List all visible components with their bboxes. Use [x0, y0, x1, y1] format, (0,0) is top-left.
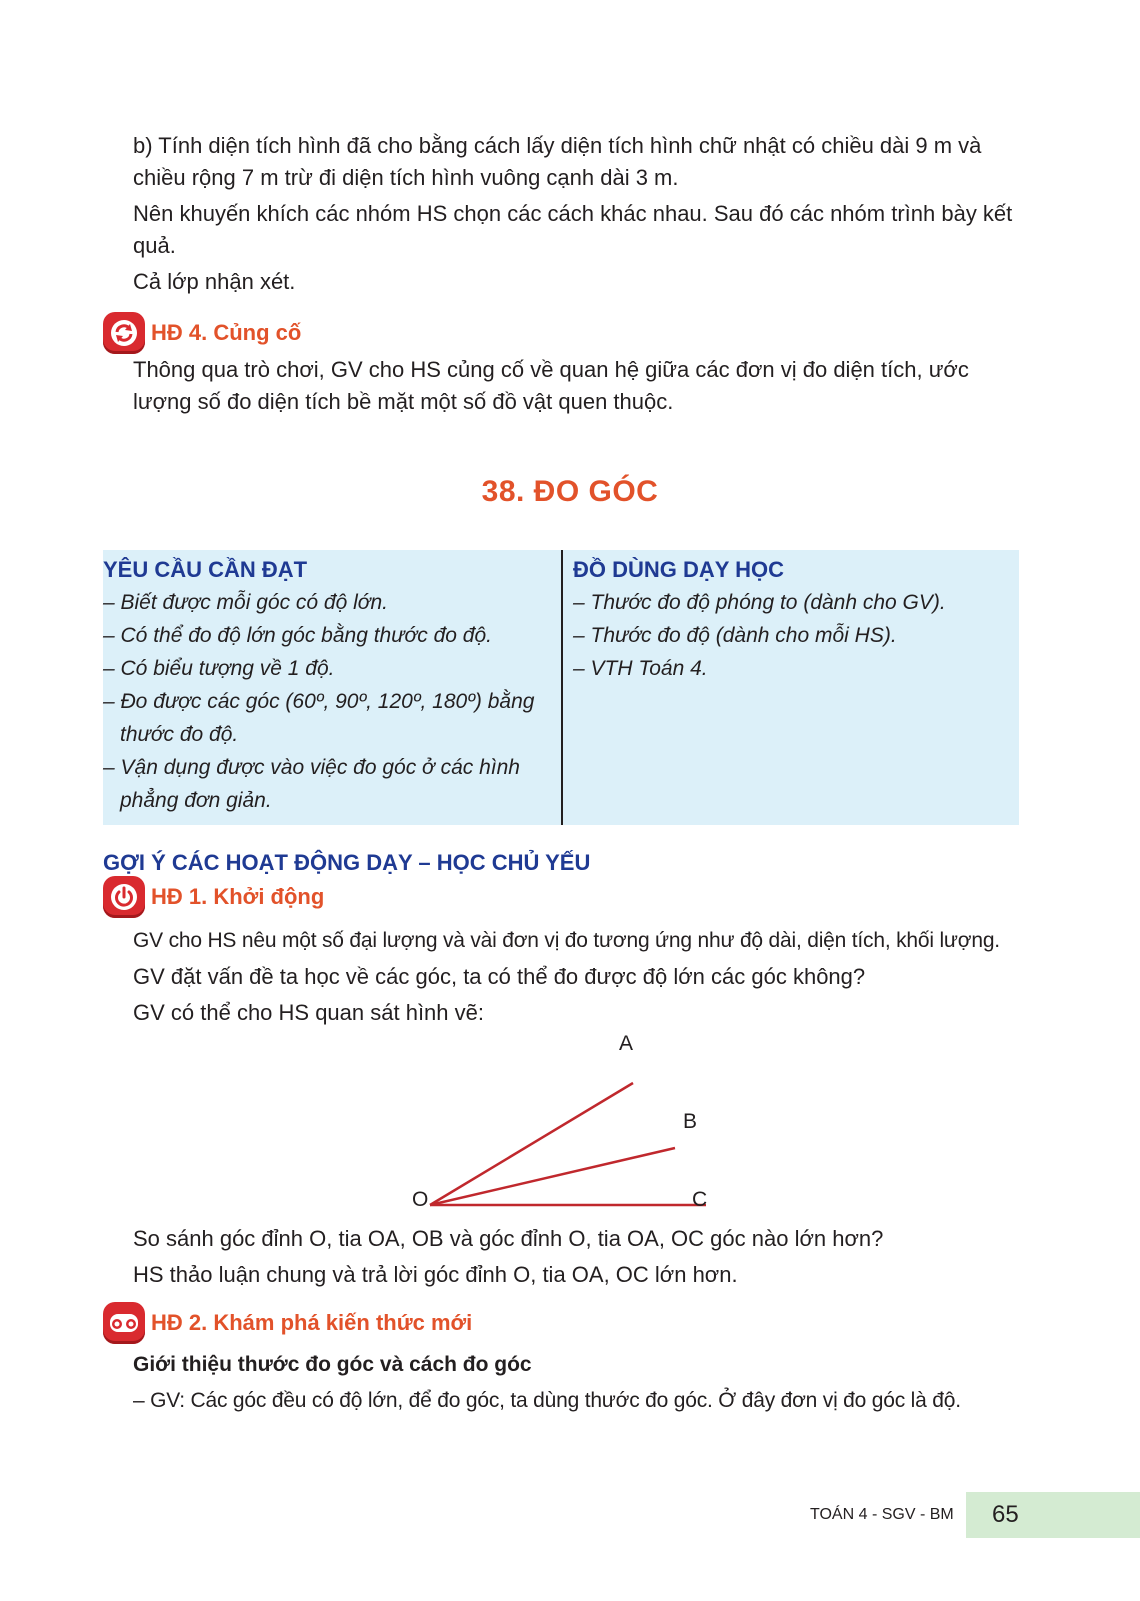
point-label-b: B: [683, 1110, 698, 1133]
hd1-line: GV đặt vấn đề ta học về các góc, ta có thể đo được độ lớn các góc không?: [133, 964, 866, 989]
requirement-item: – Đo được các góc (60º, 90º, 120º, 180º) bằng thước đo độ.: [103, 690, 535, 746]
power-icon: [103, 876, 145, 918]
lesson-title: 38. ĐO GÓC: [481, 475, 659, 508]
point-label-o: O: [412, 1188, 429, 1211]
activities-heading: GỢI Ý CÁC HOẠT ĐỘNG DẠY – HỌC CHỦ YẾU: [103, 850, 591, 875]
footer-book-label: TOÁN 4 - SGV - BM: [810, 1506, 954, 1523]
paragraph-class-review: Cả lớp nhận xét.: [133, 269, 296, 294]
paragraph-encourage: Nên khuyến khích các nhóm HS chọn các cách khác nhau. Sau đó các nhóm trình bày kết quả.: [133, 201, 1013, 258]
point-label-c: C: [692, 1188, 708, 1211]
requirement-item: – Có thể đo độ lớn góc bằng thước đo độ.: [103, 624, 492, 647]
angle-figure: [400, 1025, 730, 1235]
requirement-item: – Vận dụng được vào việc đo góc ở các hình phẳng đơn giản.: [103, 756, 520, 812]
material-item: – Thước đo độ phóng to (dành cho GV).: [573, 591, 946, 614]
hd1-title: HĐ 1. Khởi động: [151, 884, 325, 909]
page-number-box: [966, 1492, 1140, 1538]
column-divider: [561, 550, 563, 825]
paragraph-area-calc: b) Tính diện tích hình đã cho bằng cách lấy diện tích hình chữ nhật có chiều dài 9 m và chiều rộng 7 m trừ đi diện tích hình vuông cạnh dài 3 m.: [133, 133, 982, 190]
point-label-a: A: [619, 1032, 634, 1055]
ray-ob: [430, 1148, 675, 1205]
hd2-subheading: Giới thiệu thước đo góc và cách đo góc: [133, 1353, 532, 1376]
hd1-line: GV có thể cho HS quan sát hình vẽ:: [133, 1000, 484, 1025]
material-item: – VTH Toán 4.: [573, 657, 708, 680]
requirement-item: – Có biểu tượng về 1 độ.: [103, 657, 335, 680]
hd2-title: HĐ 2. Khám phá kiến thức mới: [151, 1310, 473, 1335]
requirements-column: [103, 555, 553, 817]
hd4-title: HĐ 4. Củng cố: [151, 320, 302, 345]
hd4-text: Thông qua trò chơi, GV cho HS củng cố về quan hệ giữa các đơn vị đo diện tích, ước lượng số đo diện tích bề mặt một số đồ vật quen thuộc.: [133, 357, 969, 414]
materials-title: ĐỒ DÙNG DẠY HỌC: [573, 557, 785, 582]
refresh-icon: [103, 312, 145, 354]
requirements-title: YÊU CẦU CẦN ĐẠT: [103, 557, 308, 582]
hd2-text: – GV: Các góc đều có độ lớn, để đo góc, ta dùng thước đo góc. Ở đây đơn vị đo góc là độ.: [133, 1389, 961, 1412]
compare-question: So sánh góc đỉnh O, tia OA, OB và góc đỉnh O, tia OA, OC góc nào lớn hơn?: [133, 1226, 884, 1251]
binoculars-icon: [103, 1302, 145, 1344]
materials-column: [573, 555, 1013, 685]
material-item: – Thước đo độ (dành cho mỗi HS).: [573, 624, 897, 647]
compare-answer: HS thảo luận chung và trả lời góc đỉnh O, tia OA, OC lớn hơn.: [133, 1262, 738, 1287]
page-number: 65: [992, 1501, 1019, 1528]
requirement-item: – Biết được mỗi góc có độ lớn.: [103, 591, 388, 614]
requirements-box: [103, 550, 1019, 825]
ray-oa: [430, 1083, 633, 1205]
hd1-line: GV cho HS nêu một số đại lượng và vài đơn vị đo tương ứng như độ dài, diện tích, khối lượng.: [133, 929, 1000, 952]
